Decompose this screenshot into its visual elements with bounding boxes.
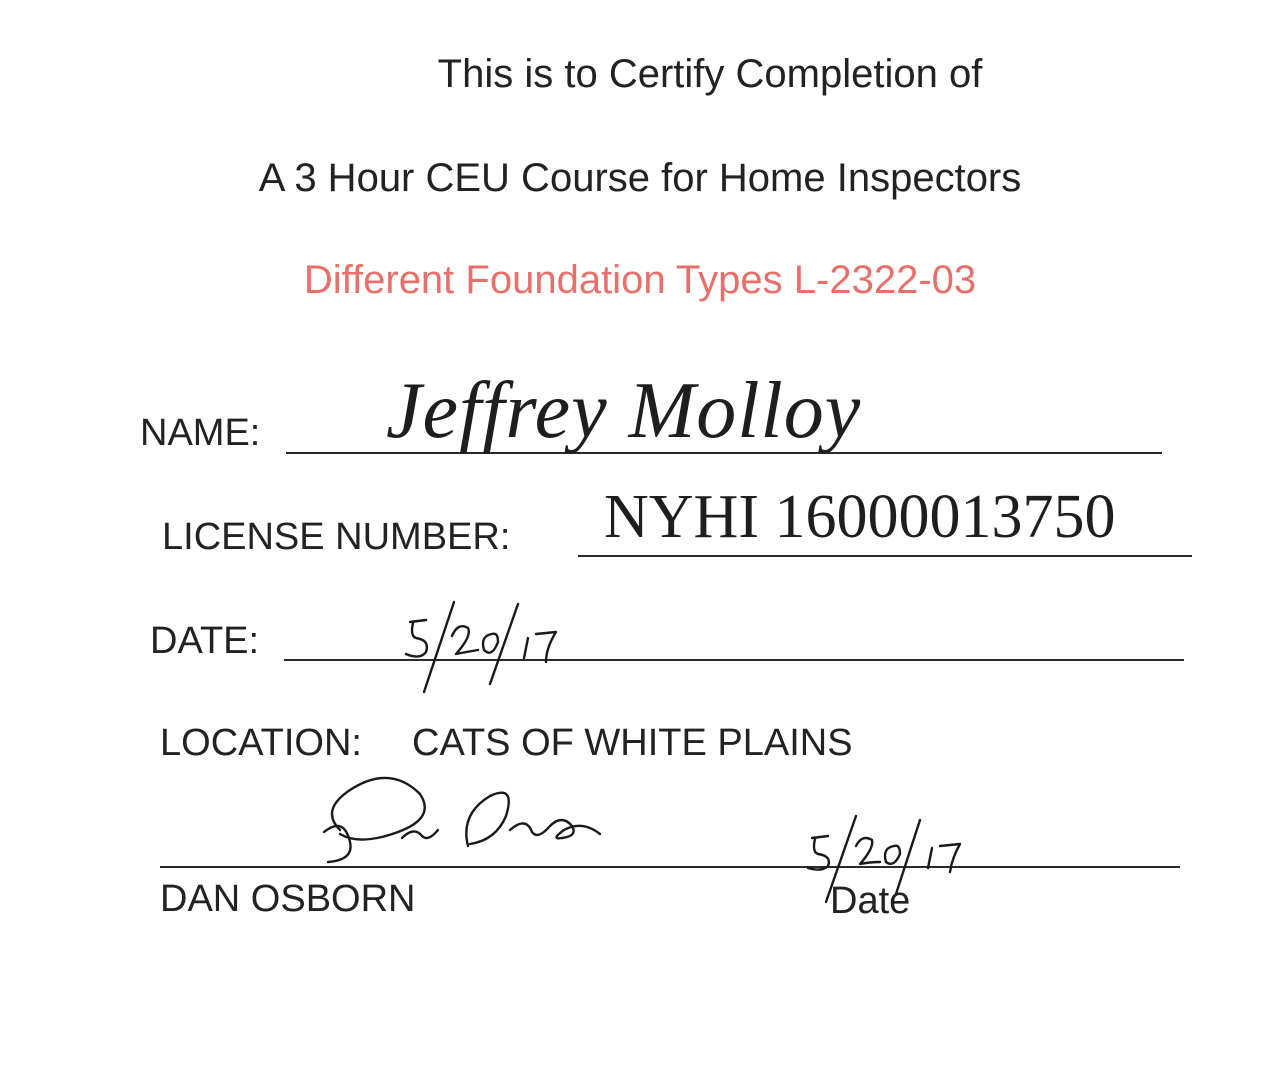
license-underline: [578, 555, 1192, 557]
signer-signature: [310, 770, 610, 870]
license-value: NYHI 16000013750: [604, 483, 1116, 551]
date-label: DATE:: [150, 620, 260, 662]
license-label: LICENSE NUMBER:: [162, 516, 511, 558]
handwritten-date: [396, 596, 576, 696]
name-label: NAME:: [140, 412, 261, 454]
location-value: CATS OF WHITE PLAINS: [412, 722, 853, 764]
location-label: LOCATION:: [160, 722, 362, 764]
course-title: Different Foundation Types L-2322-03: [303, 258, 977, 302]
signer-name: DAN OSBORN: [160, 878, 416, 920]
certificate-heading: This is to Certify Completion of: [437, 52, 983, 96]
date-caption: Date: [830, 880, 911, 922]
name-value: Jeffrey Molloy: [386, 367, 862, 455]
course-description: A 3 Hour CEU Course for Home Inspectors: [258, 156, 1022, 200]
